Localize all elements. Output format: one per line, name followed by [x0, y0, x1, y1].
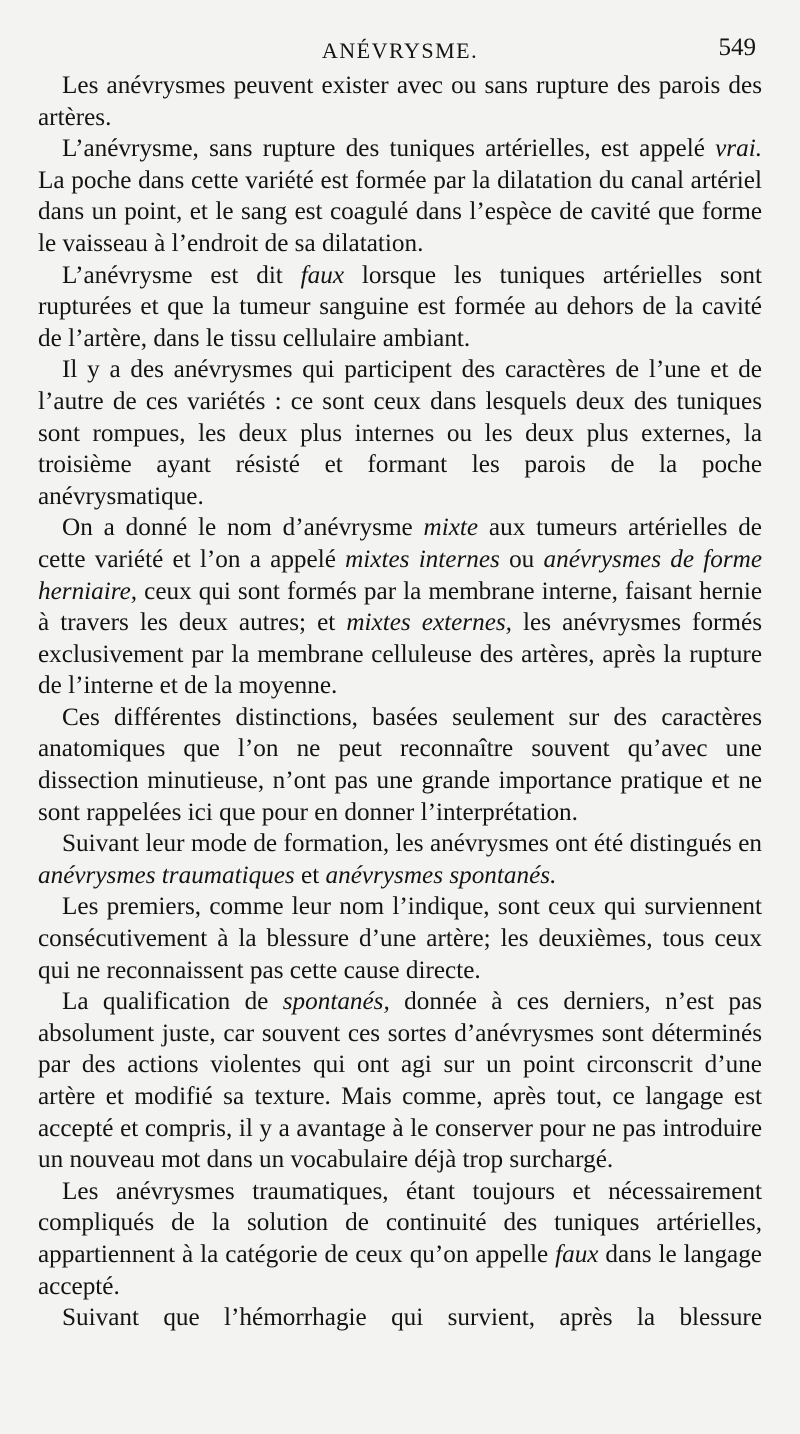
italic-text: spontanés,	[282, 988, 390, 1016]
paragraph	[38, 986, 762, 1176]
italic-text: faux	[555, 1240, 599, 1268]
italic-text: faux	[300, 261, 345, 289]
page-number: 549	[718, 34, 756, 61]
text-run: L’anévrysme, sans rupture des tuniques artérielles, est appelé	[62, 135, 716, 163]
paragraph	[38, 512, 762, 702]
italic-text: anévrysmes de forme herniaire,	[38, 545, 763, 605]
text-run: L’anévrysme est dit	[62, 261, 301, 289]
running-title: ANÉVRYSME.	[321, 38, 479, 63]
text-run: Les anévrysmes traumatiques, étant toujours et nécessairement compliqués de la solution de continuité des tuniques artérielles, appartiennent à la catégorie de ceux qu’on appelle	[38, 1177, 762, 1268]
paragraph	[38, 1302, 762, 1334]
text-run: Il y a des anévrysmes qui participent des caractères de l’une et de l’autre de ces variétés : ce sont ceux dans lesquels deux des tuniques sont rompues, les deux plus internes ou les deux plus externes, la troisième ayant résisté et formant les parois de la poche anévrysmatique.	[38, 356, 762, 510]
italic-text: anévrysmes spontanés.	[325, 861, 557, 889]
text-run: Suivant leur mode de formation, les anévrysmes ont été distingués en	[62, 830, 762, 858]
text-run: La qualification de	[62, 988, 283, 1016]
text-run: La poche dans cette variété est formée par la dilatation du canal artériel dans un point, et le sang est coagulé dans l’espèce de cavité que forme le vaisseau à l’endroit de sa dilatation.	[38, 166, 762, 257]
body-text	[38, 70, 762, 1334]
italic-text: mixte	[423, 514, 479, 542]
text-run: On a donné le nom d’anévrysme	[62, 514, 424, 542]
paragraph	[38, 354, 762, 512]
paragraph	[38, 891, 762, 986]
italic-text: vrai.	[715, 135, 762, 163]
text-run: donnée à ces derniers, n’est pas absolument juste, car souvent ces sortes d’anévrysmes sont déterminés par des actions violentes qui ont agi sur un point circonscrit d’une artère et modifié sa texture. Mais comme, après tout, ce langage est accepté et compris, il y a avantage à le conserver pour ne pas introduire un nouveau mot dans un vocabulaire déjà trop surchargé.	[38, 988, 762, 1174]
paragraph	[38, 1176, 762, 1302]
page-header	[38, 24, 762, 70]
text-run: Ces différentes distinctions, basées seulement sur des caractères anatomiques que l’on ne peut reconnaître souvent qu’avec une dissection minutieuse, n’ont pas une grande importance pratique et ne sont rappelées ici que pour en donner l’interprétation.	[38, 703, 762, 826]
text-run: ceux qui sont formés par la membrane interne, faisant hernie à travers les deux autres; et	[38, 577, 762, 637]
text-run: Les anévrysmes peuvent exister avec ou sans rupture des parois des artères.	[38, 72, 762, 131]
text-run: lorsque les tuniques artérielles sont rupturées et que la tumeur sanguine est formée au dehors de la cavité de l’artère, dans le tissu cellulaire ambiant.	[38, 261, 762, 352]
text-run: les anévrysmes formés exclusivement par la membrane celluleuse des artères, après la rupture de l’interne et de la moyenne.	[38, 609, 763, 700]
paragraph	[38, 828, 762, 891]
paragraph	[38, 702, 762, 828]
text-run: ou	[499, 545, 544, 573]
paragraph	[38, 260, 762, 355]
text-run: aux tumeurs artérielles de cette variété et l’on a appelé	[38, 514, 762, 573]
text-run: Suivant que l’hémorrhagie qui survient, après la blessure	[62, 1304, 762, 1332]
text-run: dans le langage accepté.	[38, 1240, 762, 1300]
paragraph	[38, 70, 762, 133]
text-run: et	[294, 861, 326, 889]
paragraph	[38, 133, 762, 259]
text-run: Les premiers, comme leur nom l’indique, sont ceux qui surviennent consécutivement à la blessure d’une artère; les deuxièmes, tous ceux qui ne reconnaissent pas cette cause directe.	[38, 893, 762, 984]
italic-text: mixtes externes,	[346, 609, 512, 637]
italic-text: mixtes internes	[345, 545, 500, 573]
italic-text: anévrysmes traumatiques	[38, 861, 295, 889]
